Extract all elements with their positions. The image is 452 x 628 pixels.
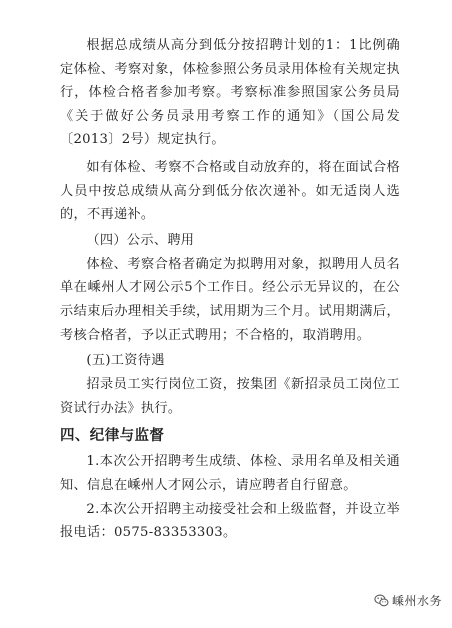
section-title-discipline: 四、纪律与监督 [60,428,165,445]
paragraph-hiring-process: 体检、考察合格者确定为拟聘用对象，拟聘用人员名单在嵊州人才网公示5个工作日。经公示无异议的，在公示结束后办理相关手续，试用期为三个月。试用期满后，考核合格者，予以正式聘用；不合格的，取消聘用。 [60,256,400,343]
watermark [374,592,442,609]
subheading-announcement-hiring: （四）公示、聘用 [86,232,195,248]
paragraph-publicity: 1.本次公开招聘考生成绩、体检、录用名单及相关通知、信息在嵊州人才网公示，请应聘者自行留意。 [60,454,400,493]
paragraph-supervision: 2.本次公开招聘主动接受社会和上级监督，并设立举报电话：0575-83353303。 [60,501,400,541]
paragraph-replacement-rule: 如有体检、考察不合格或自动放弃的，将在面试合格人员中按总成绩从高分到低分依次递补。如无适岗人选的，不再递补。 [60,159,400,223]
subheading-salary: (五)工资待遇 [86,353,165,369]
paragraph-salary: 招录员工实行岗位工资，按集团《新招录员工岗位工资试行办法》执行。 [60,377,400,416]
document-body [60,34,400,545]
paragraph-selection-rule: 根据总成绩从高分到低分按招聘计划的1：1比例确定体检、考察对象，体检参照公务员录用体检有关规定执行，体检合格者参加考察。考察标准参照国家公务员局《关于做好公务员录用考察工作的通知》（国公局发〔2013〕2号）规定执行。 [60,38,400,148]
wechat-icon [374,593,389,608]
watermark-text: 嵊州水务 [392,594,443,608]
